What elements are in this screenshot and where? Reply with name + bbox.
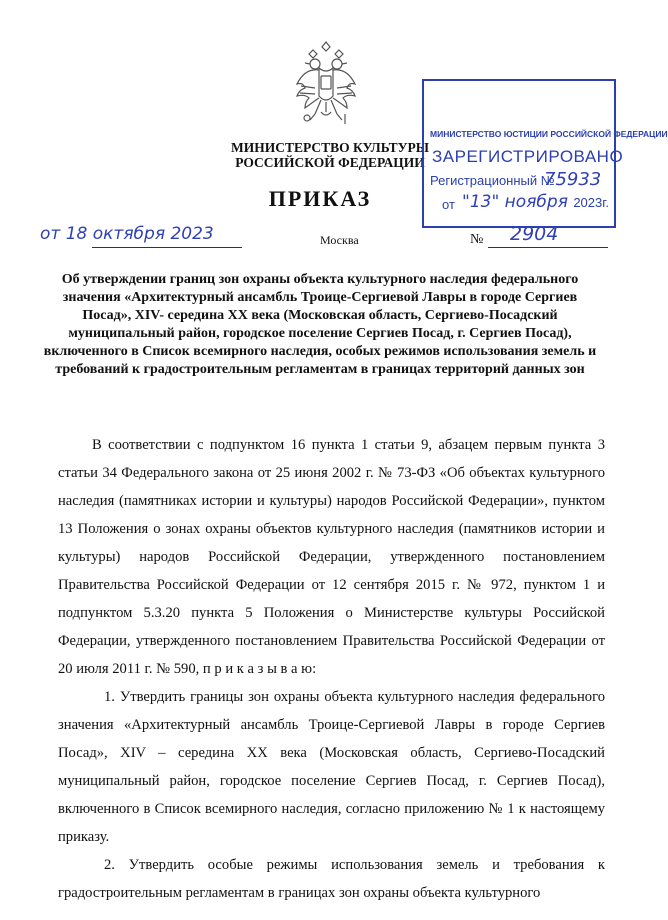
stamp-registered: ЗАРЕГИСТРИРОВАНО bbox=[432, 147, 624, 166]
stamp-reg-date bbox=[462, 192, 609, 212]
body-paragraph-preamble: В соответствии с подпунктом 16 пункта 1 статьи 9, абзацем первым пункта 3 статьи 34 Федерального закона от 25 июня 2002 г. № 73-ФЗ «Об объектах культурного наследия (памятниках истории и культуры) народов Российской Федерации», пунктом 13 Положения о зонах охраны объектов культурного наследия (памятников истории и культуры) народов Российской Федерации, утвержденного постановлением Правительства Российской Федерации от 12 сентября 2015 г. № 972, пунктом 1 и подпунктом 5.3.20 пункта 5 Положения о Министерстве культуры Российской Федерации, утвержденного постановлением Правительства Российской Федерации от 20 июля 2011 г. № 590, п р и к а з ы в а ю: bbox=[58, 437, 605, 677]
stamp-reg-number: 75933 bbox=[544, 169, 602, 190]
order-title: Об утверждении границ зон охраны объекта культурного наследия федерального значения «Архитектурный ансамбль Троице-Сергиевой Лавры в городе Сергиев Посад», XIV- середина XX века (Московская область, Сергиево-Посадский муниципальный район, городское поселение Сергиев Посад, г. Сергиев Посад), включенного в Список всемирного наследия, особых режимов использования земель и требований к градостроительным регламентам в границах территорий данных зон bbox=[43, 272, 597, 377]
body-paragraph-item-1: 1. Утвердить границы зон охраны объекта культурного наследия федерального значения «Архитектурный ансамбль Троице-Сергиевой Лавры в городе Сергиев Посад», XIV – середина XX века (Московская область, Сергиево-Посадский муниципальный район, городское поселение Сергиев Посад, г. Сергиев Посад), включенного в Список всемирного наследия, согласно приложению № 1 к настоящему приказу. bbox=[58, 689, 605, 845]
order-number: 2904 bbox=[510, 223, 559, 245]
stamp-reg-year: 2023г. bbox=[573, 195, 610, 210]
order-date: от 18 октября 2023 bbox=[40, 224, 214, 244]
date-underline bbox=[92, 247, 242, 248]
ministry-line-1: МИНИСТЕРСТВО КУЛЬТУРЫ bbox=[230, 140, 430, 155]
ministry-line-2: РОССИЙСКОЙ ФЕДЕРАЦИИ bbox=[235, 155, 425, 170]
stamp-date-label: от bbox=[442, 197, 455, 212]
stamp-reg-label: Регистрационный № bbox=[430, 173, 555, 188]
stamp-reg-date-day: "13" ноября bbox=[462, 192, 568, 212]
number-underline bbox=[488, 247, 608, 248]
body-paragraph-item-2: 2. Утвердить особые режимы использования земель и требования к градостроительным регламентам в границах зон охраны объекта культурного bbox=[58, 857, 605, 901]
document-type: ПРИКАЗ bbox=[268, 186, 372, 211]
ministry-name bbox=[226, 140, 434, 170]
order-number-label: № bbox=[470, 232, 484, 247]
order-date-line bbox=[40, 223, 600, 251]
double-headed-eagle-icon bbox=[293, 38, 359, 128]
order-body bbox=[58, 431, 605, 907]
stamp-authority: МИНИСТЕРСТВО ЮСТИЦИИ РОССИЙСКОЙ ФЕДЕРАЦИИ bbox=[430, 129, 668, 139]
order-city: Москва bbox=[320, 233, 359, 247]
registration-stamp bbox=[422, 79, 668, 228]
